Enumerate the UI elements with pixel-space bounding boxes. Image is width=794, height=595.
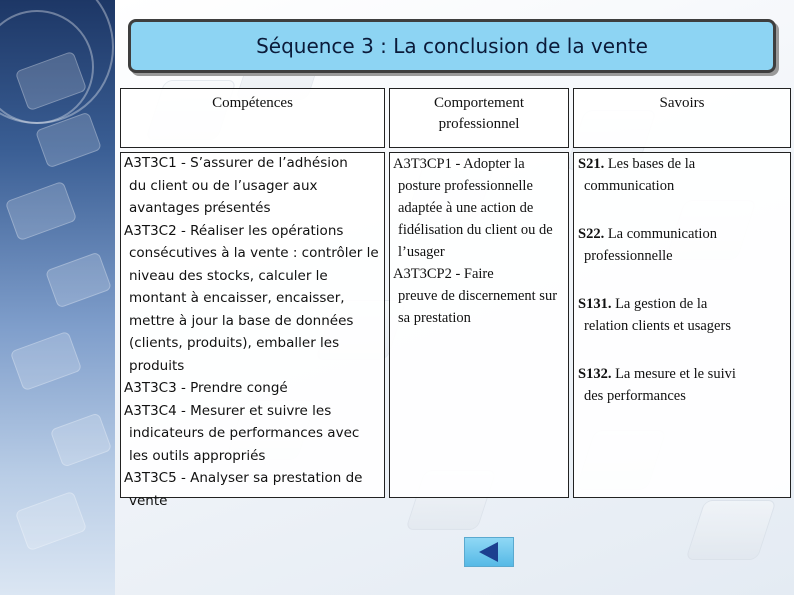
competence-item: A3T3C4 - Mesurer et suivre les indicateurs de performances avec les outils appropriés bbox=[124, 402, 360, 464]
savoir-item: S21. Les bases de la communication bbox=[578, 156, 696, 194]
competence-item: A3T3C5 - Analyser sa prestation de vente bbox=[124, 470, 363, 509]
comportement-item: A3T3CP2 - Faire preuve de discernement sur sa prestation bbox=[393, 266, 558, 326]
savoir-item: S131. La gestion de la relation clients et usagers bbox=[578, 296, 731, 334]
page-title: Séquence 3 : La conclusion de la vente bbox=[256, 34, 648, 58]
back-arrow-icon bbox=[476, 541, 502, 563]
competence-item: A3T3C3 - Prendre congé bbox=[124, 380, 288, 396]
competence-item: A3T3C2 - Réaliser les opérations consécutives à la vente : contrôler le niveau des stocks, calculer le montant à encaisser, encaisser, mettre à jour la base de données (clients, produits), emballer les produits bbox=[124, 222, 379, 374]
comportement-list bbox=[393, 153, 567, 329]
competences-list bbox=[124, 152, 382, 512]
back-button[interactable] bbox=[464, 537, 514, 567]
savoir-item: S22. La communication professionnelle bbox=[578, 226, 717, 264]
page-title-box bbox=[128, 19, 776, 73]
competences-header: Compétences bbox=[212, 95, 293, 111]
comportement-header: Comportement professionnel bbox=[434, 95, 524, 132]
comportement-item: A3T3CP1 - Adopter la posture professionnelle adaptée à une action de fidélisation du client ou de l’usager bbox=[393, 156, 553, 260]
decorative-side-image bbox=[0, 0, 115, 595]
competence-item: A3T3C1 - S’assurer de l’adhésion du client ou de l’usager aux avantages présentés bbox=[124, 155, 348, 216]
savoirs-list bbox=[578, 153, 790, 433]
savoir-item: S132. La mesure et le suivi des performances bbox=[578, 366, 736, 404]
savoirs-header: Savoirs bbox=[659, 95, 705, 111]
